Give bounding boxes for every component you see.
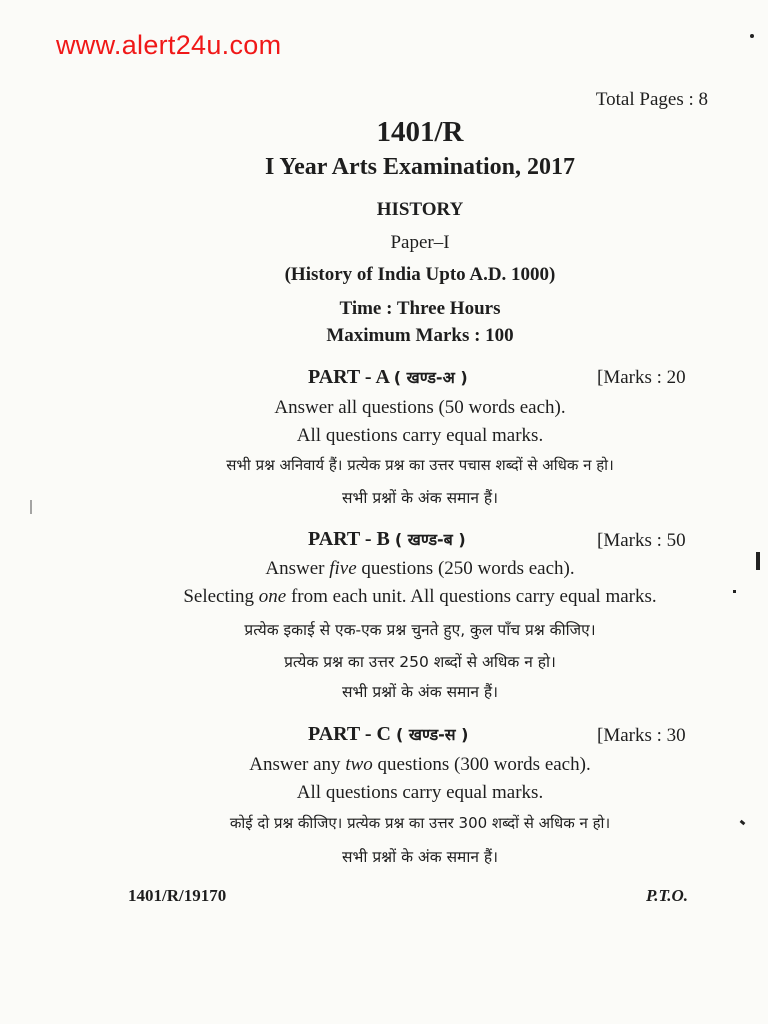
part-b-instruction-4: प्रत्येक प्रश्न का उत्तर 250 शब्दों से अधिक न हो। <box>284 653 556 671</box>
subject-title: HISTORY <box>376 199 464 220</box>
paper-code: 1401/R <box>376 116 464 148</box>
please-turn-over: P.T.O. <box>646 886 689 905</box>
part-a-marks: [Marks : 20 <box>597 367 686 388</box>
part-a-instruction-1: Answer all questions (50 words each). <box>274 397 566 418</box>
part-c-marks: [Marks : 30 <box>597 725 686 746</box>
part-a-label: PART - A <box>308 366 389 388</box>
part-c-label: PART - C <box>308 723 391 745</box>
part-a-instruction-4: सभी प्रश्नों के अंक समान हैं। <box>342 489 498 507</box>
part-b-instruction-1: Answer five questions (250 words each). <box>265 558 575 579</box>
scan-speck <box>750 34 754 38</box>
footer-paper-code: 1401/R/19170 <box>128 886 227 905</box>
part-b-instruction-2: Selecting one from each unit. All questions carry equal marks. <box>183 586 657 607</box>
part-a-heading <box>308 366 468 389</box>
part-c-heading <box>308 723 468 746</box>
total-pages: Total Pages : 8 <box>595 89 708 110</box>
watermark-url: www.alert24u.com <box>56 30 282 60</box>
course-title: (History of India Upto A.D. 1000) <box>284 264 556 285</box>
part-c-instruction-1: Answer any two questions (300 words each). <box>249 754 591 775</box>
part-b-marks: [Marks : 50 <box>597 530 686 551</box>
part-b-instruction-3: प्रत्येक इकाई से एक-एक प्रश्न चुनते हुए, कुल पाँच प्रश्न कीजिए। <box>244 621 596 639</box>
maximum-marks: Maximum Marks : 100 <box>326 325 514 346</box>
part-b-instruction-5: सभी प्रश्नों के अंक समान हैं। <box>342 683 498 701</box>
part-a-instruction-3: सभी प्रश्न अनिवार्य हैं। प्रत्येक प्रश्न का उत्तर पचास शब्दों से अधिक न हो। <box>226 456 614 474</box>
scan-speck <box>733 590 736 593</box>
part-a-hindi-label: ( खण्ड-अ ) <box>393 368 468 387</box>
exam-duration: Time : Three Hours <box>339 298 501 319</box>
part-c-instruction-3: कोई दो प्रश्न कीजिए। प्रत्येक प्रश्न का उत्तर 300 शब्दों से अधिक न हो। <box>229 814 611 832</box>
part-b-hindi-label: ( खण्ड-ब ) <box>394 530 466 549</box>
part-a-instruction-2: All questions carry equal marks. <box>296 425 544 446</box>
paper-number: Paper–I <box>390 232 450 253</box>
part-b-heading <box>308 528 466 551</box>
part-b-label: PART - B <box>308 528 390 550</box>
exam-title: I Year Arts Examination, 2017 <box>264 154 575 180</box>
part-c-instruction-2: All questions carry equal marks. <box>296 782 544 803</box>
scan-speck <box>30 500 32 514</box>
part-c-hindi-label: ( खण्ड-स ) <box>396 725 469 744</box>
scan-speck <box>756 552 760 570</box>
part-c-instruction-4: सभी प्रश्नों के अंक समान हैं। <box>342 848 498 866</box>
